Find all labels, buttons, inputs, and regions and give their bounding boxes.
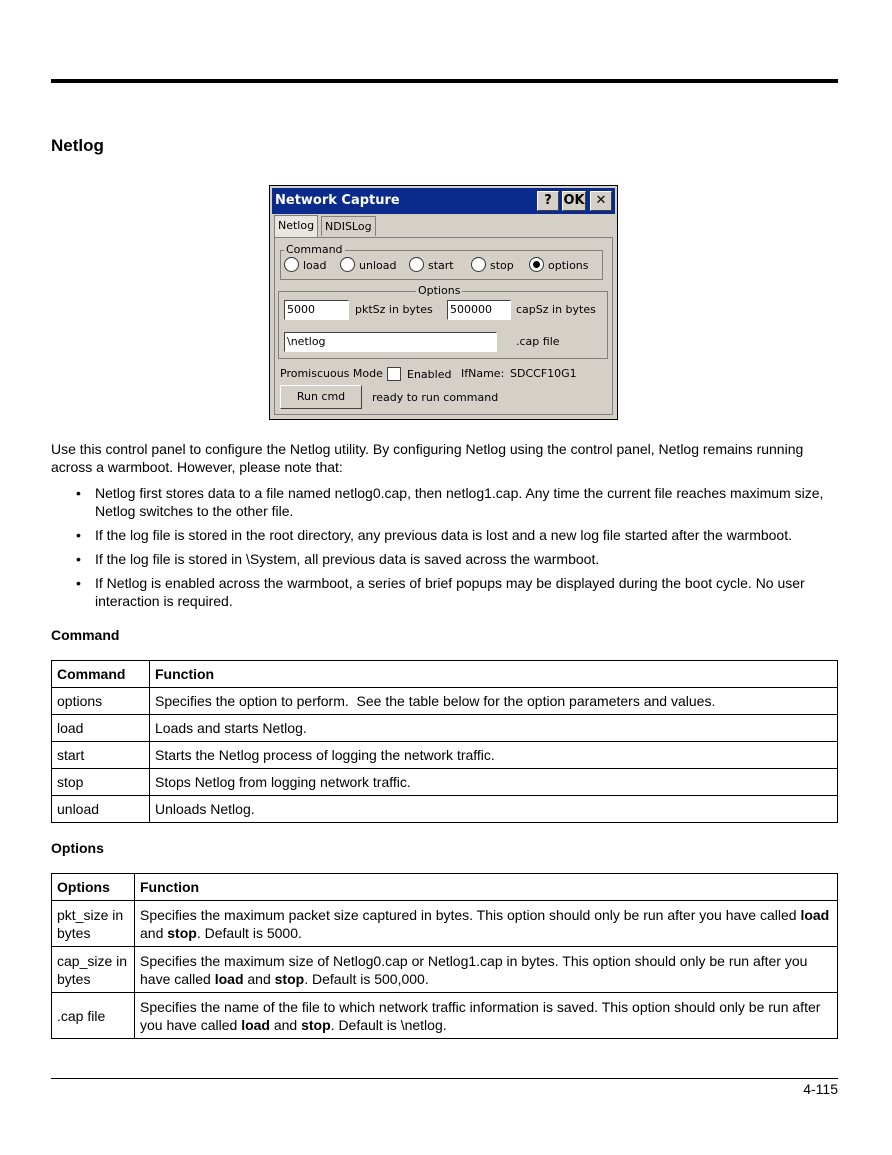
cell-text: . Default is 5000. <box>196 924 302 941</box>
dialog-title: Network Capture <box>275 193 400 208</box>
radio-indicator <box>409 257 424 272</box>
table-cell: Starts the Netlog process of logging the network traffic. <box>150 742 838 769</box>
table-cell: start <box>52 742 150 769</box>
table-row <box>52 742 838 769</box>
radio-indicator <box>471 257 486 272</box>
notes-list <box>51 484 841 616</box>
cell-bold-text: load <box>241 1016 270 1033</box>
tab-ndislog[interactable]: NDISLog <box>321 216 376 236</box>
table-cell <box>135 993 838 1039</box>
cell-text: Specifies the maximum size of Netlog0.cap or Netlog1.cap in bytes. This option should only be run after you have called <box>140 952 808 987</box>
status-text: ready to run command <box>372 391 499 404</box>
cell-bold-text: stop <box>167 924 197 941</box>
cell-text: and <box>269 1016 302 1033</box>
radio-options[interactable] <box>529 257 589 274</box>
help-button[interactable]: ? <box>537 191 559 211</box>
cell-bold-text: load <box>800 906 830 923</box>
radio-label: stop <box>490 259 514 272</box>
enabled-checkbox[interactable] <box>387 367 401 381</box>
netlog-tab-panel <box>274 237 613 415</box>
dialog-title-bar <box>272 188 615 214</box>
radio-indicator <box>340 257 355 272</box>
options-table <box>51 873 838 1039</box>
table-row <box>52 769 838 796</box>
table-header-row <box>52 874 838 901</box>
cell-text: and <box>243 970 275 987</box>
page-title: Netlog <box>51 136 104 155</box>
cell-text: Specifies the maximum packet size captured in bytes. This option should only be run after you have called <box>140 906 801 923</box>
enabled-label: Enabled <box>407 368 452 381</box>
cell-text: and <box>140 924 168 941</box>
table-cell: Loads and starts Netlog. <box>150 715 838 742</box>
command-group-legend: Command <box>286 243 343 256</box>
list-item: • If the log file is stored in the root directory, any previous data is lost and a new log file started after the warmboot. <box>51 526 841 544</box>
close-icon: ✕ <box>595 193 607 208</box>
list-item: • If Netlog is enabled across the warmboot, a series of brief popups may be displayed during the boot cycle. No user interaction is required. <box>51 574 841 610</box>
table-row <box>52 715 838 742</box>
cell-text: . Default is 500,000. <box>304 970 429 987</box>
column-header: Options <box>52 874 135 901</box>
table-cell: unload <box>52 796 150 823</box>
column-header: Function <box>150 661 838 688</box>
table-row <box>52 901 838 947</box>
radio-label: start <box>428 259 454 272</box>
column-header: Function <box>135 874 838 901</box>
cell-bold-text: stop <box>301 1016 331 1033</box>
column-header: Command <box>52 661 150 688</box>
options-group <box>278 284 608 359</box>
cell-bold-text: load <box>214 970 244 987</box>
table-cell: .cap file <box>52 993 135 1039</box>
radio-unload[interactable] <box>340 257 396 274</box>
cell-text: . Default is \netlog. <box>330 1016 447 1033</box>
cap-size-input[interactable]: 500000 <box>447 300 511 320</box>
table-cell: cap_size in bytes <box>52 947 135 993</box>
table-cell <box>135 947 838 993</box>
table-cell: options <box>52 688 150 715</box>
pkt-size-input[interactable]: 5000 <box>284 300 349 320</box>
table-row <box>52 796 838 823</box>
command-group <box>280 243 603 280</box>
radio-indicator-checked <box>529 257 544 272</box>
table-cell: Specifies the option to perform. See the table below for the option parameters and values. <box>150 688 838 715</box>
ok-button[interactable]: OK <box>562 191 586 211</box>
table-cell: Unloads Netlog. <box>150 796 838 823</box>
table-row <box>52 947 838 993</box>
radio-label: options <box>548 259 589 272</box>
options-group-legend: Options <box>418 284 461 297</box>
table-cell: load <box>52 715 150 742</box>
header-rule <box>51 79 838 83</box>
radio-indicator <box>284 257 299 272</box>
list-item: • If the log file is stored in \System, all previous data is saved across the warmboot. <box>51 550 841 568</box>
ifname-label: IfName: <box>461 367 505 380</box>
promiscuous-mode-label: Promiscuous Mode <box>280 367 383 380</box>
intro-paragraph: Use this control panel to configure the Netlog utility. By configuring Netlog using the control panel, Netlog remains running across a warmboot. However, please note that: <box>51 441 804 475</box>
footer-rule <box>51 1078 838 1079</box>
table-row <box>52 993 838 1039</box>
tab-netlog[interactable]: Netlog <box>274 215 318 237</box>
options-heading: Options <box>51 840 104 856</box>
cap-file-input[interactable]: \netlog <box>284 332 497 352</box>
cap-file-label: .cap file <box>516 335 560 348</box>
cell-bold-text: stop <box>274 970 305 987</box>
radio-stop[interactable] <box>471 257 514 274</box>
radio-label: load <box>303 259 327 272</box>
run-cmd-button[interactable]: Run cmd <box>280 385 362 409</box>
table-row <box>52 688 838 715</box>
table-cell: Stops Netlog from logging network traffic. <box>150 769 838 796</box>
radio-label: unload <box>359 259 397 272</box>
cell-text: Specifies the name of the file to which network traffic information is saved. This option should only be run after you have called <box>140 998 821 1033</box>
command-heading: Command <box>51 627 120 643</box>
cap-size-label: capSz in bytes <box>516 303 596 316</box>
table-header-row <box>52 661 838 688</box>
table-cell: pkt_size in bytes <box>52 901 135 947</box>
command-table <box>51 660 838 823</box>
page-number: 4-115 <box>803 1081 838 1097</box>
radio-load[interactable] <box>284 257 327 274</box>
pkt-size-label: pktSz in bytes <box>355 303 433 316</box>
radio-start[interactable] <box>409 257 454 274</box>
list-item: • Netlog first stores data to a file named netlog0.cap, then netlog1.cap. Any time the current file reaches maximum size, Netlog switches to the other file. <box>51 484 841 520</box>
network-capture-dialog <box>269 185 618 420</box>
table-cell <box>135 901 838 947</box>
close-button[interactable] <box>590 191 612 211</box>
table-cell: stop <box>52 769 150 796</box>
ifname-value: SDCCF10G1 <box>510 367 577 380</box>
